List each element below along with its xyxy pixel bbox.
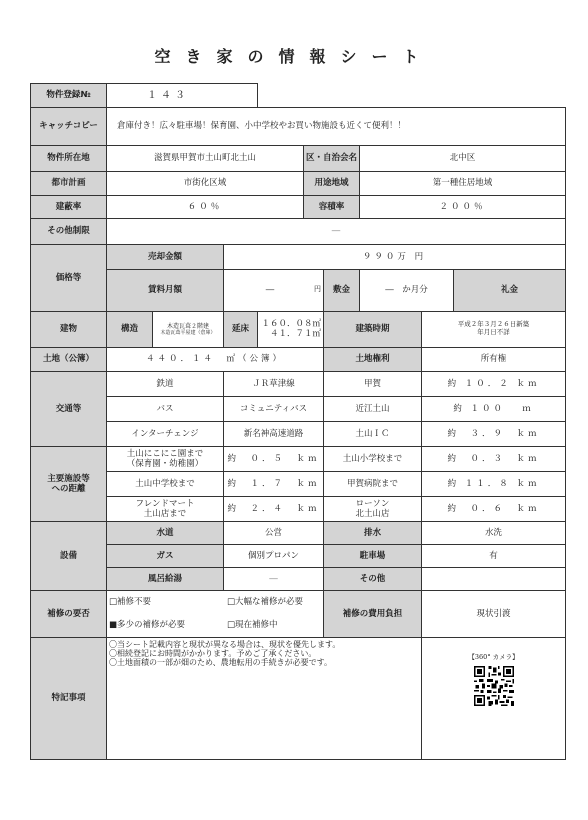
facility-name: 土山中学校まで — [135, 478, 195, 489]
gas-label: ガス — [107, 544, 224, 567]
floor-sub: ４１．７１㎡ — [270, 329, 322, 340]
row-rent — [31, 270, 566, 312]
notes-label: 特記事項 — [31, 637, 107, 759]
floor-label: 延床 — [224, 311, 258, 347]
transport-distance: 約 ３．９ ｋｍ — [422, 421, 566, 446]
zoning-label: 用途地域 — [304, 172, 360, 196]
facility-distance: 約 ０．６ ｋｍ — [422, 496, 566, 521]
built-main: 平成２年３月２６日新築 — [457, 320, 530, 329]
note-line: 〇相続登記にお時間がかかります。予めご了承ください。 — [109, 648, 317, 658]
qr-code-icon[interactable] — [474, 666, 514, 706]
facility-name-2: 土山店まで — [143, 508, 187, 519]
land-rights-value: 所有権 — [422, 347, 566, 371]
transport-row — [31, 421, 566, 446]
property-no-label: 物件登録№ — [31, 84, 107, 108]
catchcopy-value: 倉庫付き！広々駐車場！保育園、小中学校やお買い物施設も近くて便利！！ — [107, 108, 566, 146]
facility-row — [31, 471, 566, 496]
coverage-value: ６０％ — [107, 196, 304, 219]
facility-distance: 約 １．７ ｋｍ — [224, 471, 324, 496]
parking-label: 駐車場 — [324, 544, 422, 567]
built-sub: 年月日不詳 — [477, 328, 510, 337]
property-info-table — [30, 83, 566, 760]
land-value: ４４０．１４ ㎡（公簿） — [107, 347, 324, 371]
price-label: 価格等 — [31, 245, 107, 312]
district-label: 区・自治会名 — [304, 146, 360, 172]
transport-kind: インターチェンジ — [107, 421, 224, 446]
transport-distance: 約 １００ ｍ — [422, 396, 566, 421]
rent-value: ― — [265, 285, 275, 296]
other-equipment-value — [422, 567, 566, 590]
facility-name: 甲賀病院まで — [347, 478, 399, 489]
transport-station: 近江土山 — [324, 396, 422, 421]
repair-cost-label: 補修の費用負担 — [324, 590, 422, 637]
key-money-label: 礼金 — [454, 270, 566, 312]
drain-label: 排水 — [324, 521, 422, 544]
coverage-label: 建蔽率 — [31, 196, 107, 219]
facility-name: 土山にこにこ園まで — [126, 448, 204, 459]
row-notes — [31, 637, 566, 759]
row-repair — [31, 590, 566, 637]
transport-distance: 約 １０．２ ｋｍ — [422, 371, 566, 396]
facility-row — [31, 496, 566, 521]
deposit-unit: か月分 — [402, 285, 428, 296]
facility-name: ローソン — [355, 498, 390, 509]
page-title: 空き家の情報シート — [154, 47, 434, 66]
far-value: ２００％ — [360, 196, 566, 219]
facilities-label: 主要施設等 — [47, 473, 90, 484]
location-value: 滋賀県甲賀市土山町北土山 — [107, 146, 304, 172]
bath-value: ― — [224, 567, 324, 590]
row-land — [31, 347, 566, 371]
transport-row — [31, 371, 566, 396]
facility-name: 土山小学校まで — [342, 453, 403, 464]
land-label: 土地（公簿） — [31, 347, 107, 371]
row-location — [31, 146, 566, 172]
facility-name-2: 北土山店 — [355, 508, 390, 519]
gas-value: 個別プロパン — [224, 544, 324, 567]
facilities-label-2: への距離 — [51, 483, 86, 494]
row-property-no — [31, 84, 566, 108]
camera-label: 【360° カメラ】 — [468, 652, 519, 661]
deposit-label: 敷金 — [324, 270, 360, 312]
catchcopy-label: キャッチコピー — [31, 108, 107, 146]
note-line: 〇当シート記載内容と現状が異なる場合は、現状を優先します。 — [109, 639, 341, 649]
row-gas — [31, 544, 566, 567]
planning-label: 都市計画 — [31, 172, 107, 196]
row-coverage — [31, 196, 566, 219]
row-planning — [31, 172, 566, 196]
facility-name-2: （保育園・幼稚園） — [126, 458, 204, 469]
property-no-value: １４３ — [107, 84, 258, 108]
row-bath — [31, 567, 566, 590]
repair-option-minor: ■多少の補修が必要 — [109, 620, 186, 631]
equipment-label: 設備 — [31, 521, 107, 590]
deposit-value: ― — [385, 285, 394, 296]
zoning-value: 第一種住居地域 — [360, 172, 566, 196]
transport-line: 新名神高速道路 — [224, 421, 324, 446]
facility-distance: 約 ０．３ ｋｍ — [422, 446, 566, 471]
parking-value: 有 — [422, 544, 566, 567]
facility-distance: 約 ０．５ ｋｍ — [224, 446, 324, 471]
transport-station: 土山ＩＣ — [324, 421, 422, 446]
row-other-limits — [31, 219, 566, 245]
row-water — [31, 521, 566, 544]
structure-sub: 木造瓦葺平屋建（倉庫） — [160, 329, 216, 336]
far-label: 容積率 — [304, 196, 360, 219]
facility-distance: 約 ２．４ ｋｍ — [224, 496, 324, 521]
other-limits-value: ― — [107, 219, 566, 245]
row-catchcopy — [31, 108, 566, 146]
rent-label: 賃料月額 — [107, 270, 224, 312]
transport-kind: バス — [107, 396, 224, 421]
note-line: 〇土地面積の一部が畑のため、農地転用の手続きが必要です。 — [109, 658, 333, 668]
other-equipment-label: その他 — [324, 567, 422, 590]
structure-main: 木造瓦葺２階建 — [166, 322, 209, 330]
repair-cost-value: 現状引渡 — [422, 590, 566, 637]
transport-kind: 鉄道 — [107, 371, 224, 396]
drain-value: 水洗 — [422, 521, 566, 544]
bath-label: 風呂給湯 — [107, 567, 224, 590]
facility-distance: 約 １１．８ ｋｍ — [422, 471, 566, 496]
facility-row — [31, 446, 566, 471]
transport-row — [31, 396, 566, 421]
sale-value: ９９０万 円 — [224, 245, 566, 270]
transport-line: ＪＲ草津線 — [224, 371, 324, 396]
sale-label: 売却金額 — [107, 245, 224, 270]
water-label: 水道 — [107, 521, 224, 544]
floor-main: １６０．０８㎡ — [261, 319, 322, 330]
rent-unit: 円 — [314, 285, 322, 294]
repair-label: 補修の要否 — [31, 590, 107, 637]
built-label: 建築時期 — [324, 311, 422, 347]
planning-value: 市街化区域 — [107, 172, 304, 196]
other-limits-label: その他制限 — [31, 219, 107, 245]
structure-label: 構造 — [107, 311, 153, 347]
land-rights-label: 土地権利 — [324, 347, 422, 371]
facility-name: フレンドマート — [135, 498, 195, 509]
location-label: 物件所在地 — [31, 146, 107, 172]
transport-label: 交通等 — [31, 371, 107, 446]
transport-line: コミュニティバス — [224, 396, 324, 421]
row-building — [31, 311, 566, 347]
building-label: 建物 — [31, 311, 107, 347]
water-value: 公営 — [224, 521, 324, 544]
district-value: 北中区 — [360, 146, 566, 172]
row-sale-price — [31, 245, 566, 270]
repair-option-ongoing: □現在補修中 — [227, 620, 278, 631]
transport-station: 甲賀 — [324, 371, 422, 396]
repair-option-major: □大幅な補修が必要 — [227, 597, 304, 608]
repair-option-none: □補修不要 — [109, 597, 152, 608]
